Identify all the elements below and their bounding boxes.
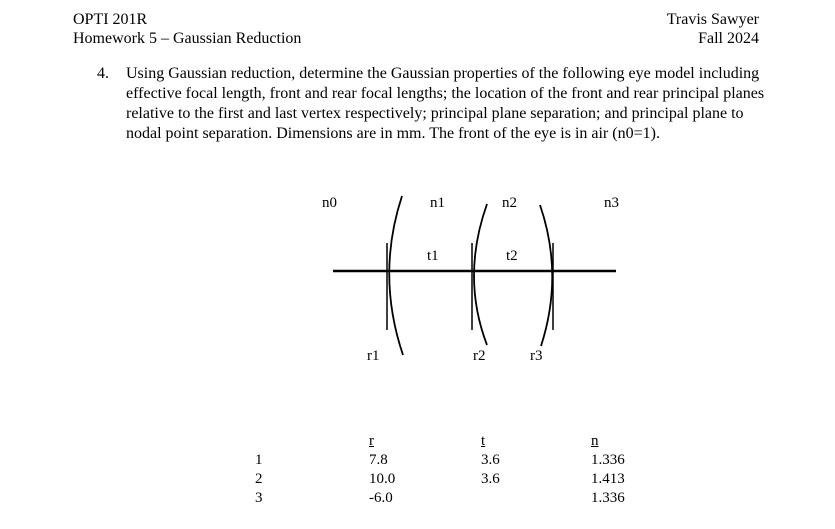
surface-r3 — [540, 205, 552, 346]
cell-r: 7.8 — [369, 452, 388, 468]
problem-number: 4. — [97, 65, 109, 82]
course-title: OPTI 201R — [73, 11, 148, 28]
label-t1: t1 — [427, 248, 439, 264]
surface-data-table — [255, 432, 651, 508]
cell-t — [481, 489, 591, 508]
header-n: n — [591, 433, 599, 449]
surface-r2 — [474, 204, 487, 345]
header-r: r — [369, 433, 374, 449]
label-n1: n1 — [430, 195, 445, 211]
header-idx — [255, 432, 285, 451]
header-t: t — [481, 433, 486, 449]
surface-r1 — [389, 196, 403, 355]
label-n2: n2 — [502, 195, 517, 211]
cell-r: 10.0 — [369, 471, 396, 487]
cell-t: 3.6 — [481, 471, 500, 487]
label-n0: n0 — [322, 195, 337, 211]
table-row — [255, 489, 651, 508]
table-row — [255, 470, 651, 489]
label-r1: r1 — [367, 348, 380, 364]
cell-n: 1.336 — [591, 452, 625, 468]
label-t2: t2 — [506, 248, 518, 264]
cell-n: 1.336 — [591, 490, 625, 506]
table-row — [255, 451, 651, 470]
table-header-row — [255, 432, 651, 451]
label-r3: r3 — [530, 348, 543, 364]
cell-t: 3.6 — [481, 452, 500, 468]
cell-idx: 2 — [255, 471, 263, 487]
author-name: Travis Sawyer — [666, 11, 759, 28]
term: Fall 2024 — [698, 30, 759, 47]
label-n3: n3 — [604, 195, 619, 211]
problem-text: Using Gaussian reduction, determine the Gaussian properties of the following eye model including effective focal length, front and rear focal lengths; the location of the front and rear principal planes relative to the first and last vertex respectively; principal plane separation; and principal plane to nodal point separation. Dimensions are in mm. The front of the eye is in air (n0=1). — [126, 65, 765, 142]
cell-idx: 3 — [255, 490, 263, 506]
label-r2: r2 — [473, 348, 486, 364]
cell-idx: 1 — [255, 452, 263, 468]
cell-n: 1.413 — [591, 471, 625, 487]
assignment-title: Homework 5 – Gaussian Reduction — [73, 30, 302, 47]
cell-r: -6.0 — [369, 490, 393, 506]
